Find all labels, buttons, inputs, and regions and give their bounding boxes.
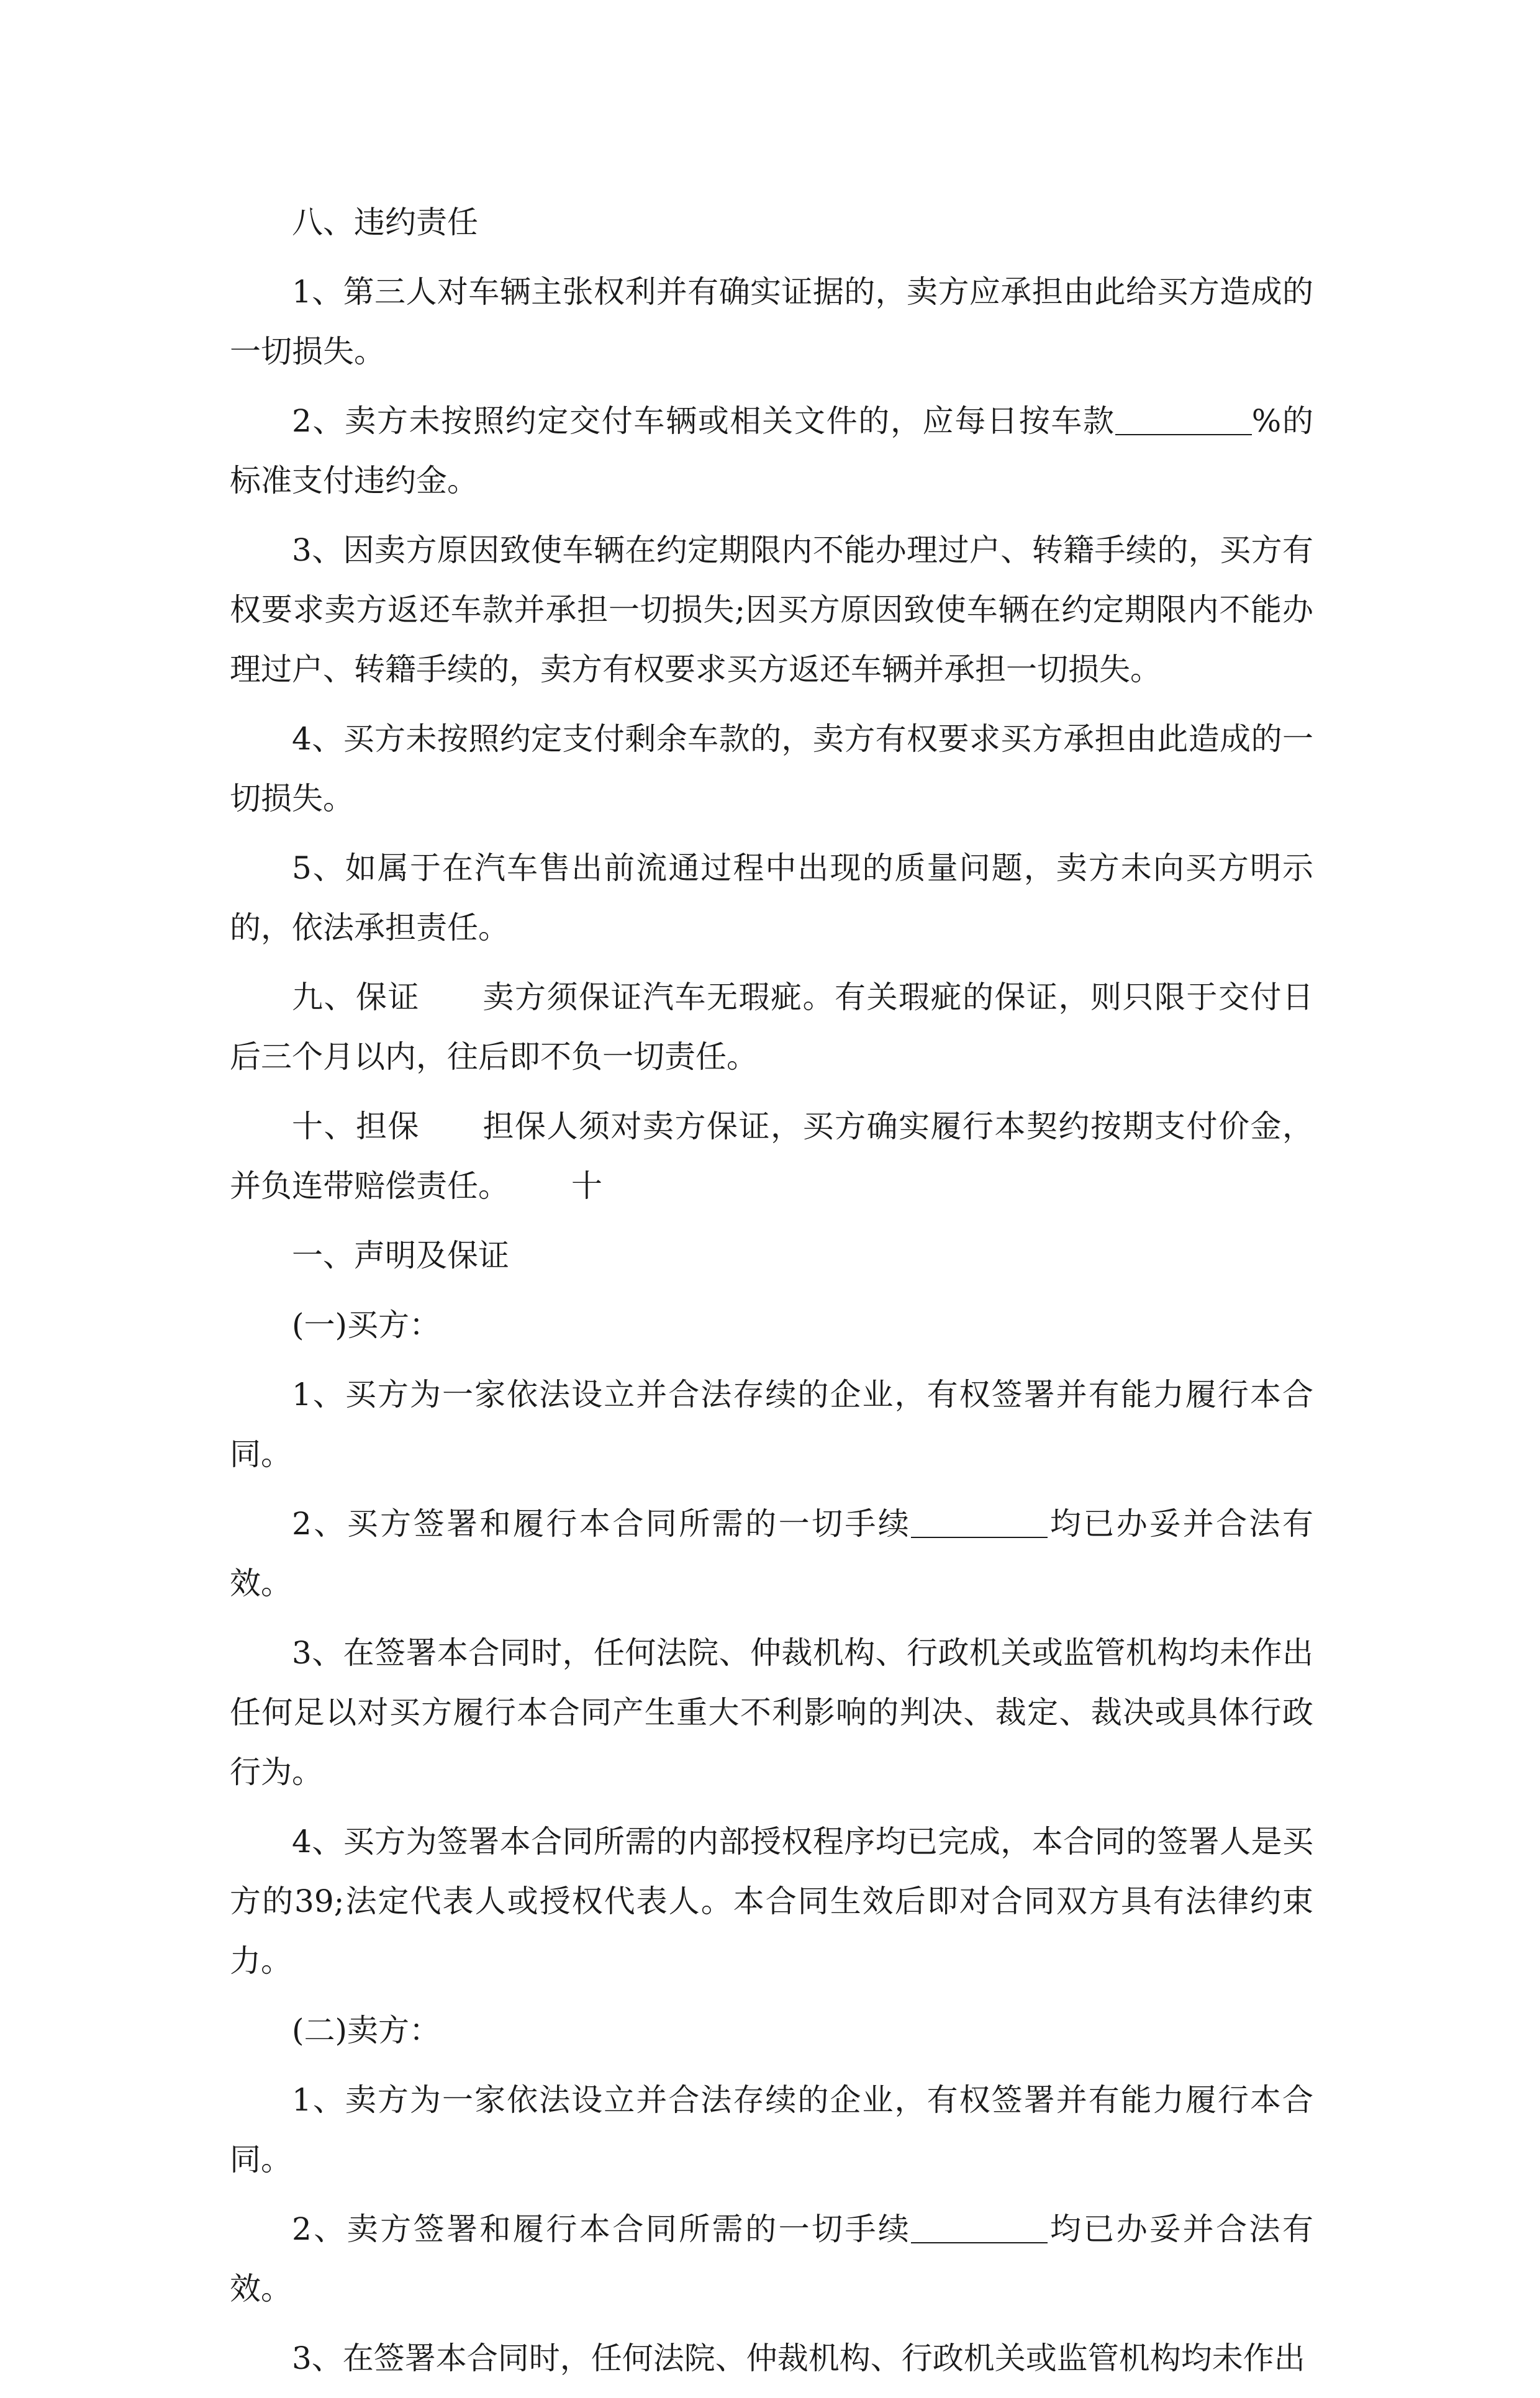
- contract-body: [230, 192, 1313, 2398]
- clause-buyer-4: 4、买方为签署本合同所需的内部授权程序均已完成，本合同的签署人是买方的39;法定代表人或授权代表人。本合同生效后即对合同双方具有法律约束力。: [230, 1824, 1313, 1979]
- clause-buyer-1: 1、买方为一家依法设立并合法存续的企业，有权签署并有能力履行本合同。: [230, 1377, 1313, 1472]
- section-guarantee-body: 卖方须保证汽车无瑕疵。有关瑕疵的保证，则只限于交付日后三个月以内，往后即不负一切责任。: [230, 979, 1313, 1075]
- clause-buyer-3: 3、在签署本合同时，任何法院、仲裁机构、行政机关或监管机构均未作出任何足以对买方履行本合同产生重大不利影响的判决、裁定、裁决或具体行政行为。: [230, 1635, 1313, 1790]
- section-heading-breach: 八、违约责任: [292, 204, 478, 240]
- section-surety-body: 担保人须对卖方保证，买方确实履行本契约按期支付价金，并负连带赔偿责任。: [230, 1108, 1313, 1204]
- subheading-seller: (二)卖方：: [292, 2012, 441, 2048]
- section-surety-heading: 十、担保: [292, 1108, 420, 1144]
- clause-seller-2-before: 2、卖方签署和履行本合同所需的一切手续: [292, 2211, 912, 2247]
- clause-breach-3: 3、因卖方原因致使车辆在约定期限内不能办理过户、转籍手续的，买方有权要求卖方返还车款并承担一切损失;因买方原因致使车辆在约定期限内不能办理过户、转籍手续的，卖方有权要求买方返还车辆并承担一切损失。: [230, 532, 1313, 687]
- clause-breach-2-after: %的标准支付违约金。: [230, 403, 1313, 499]
- clause-breach-2-before: 2、卖方未按照约定交付车辆或相关文件的，应每日按车款: [292, 403, 1115, 439]
- clause-breach-1: 1、第三人对车辆主张权利并有确实证据的，卖方应承担由此给买方造成的一切损失。: [230, 274, 1313, 369]
- fill-blank-percent: [1115, 403, 1252, 435]
- section-heading-representations: 一、声明及保证: [292, 1237, 509, 1274]
- fill-blank-seller-procedures: [911, 2211, 1048, 2243]
- section-surety: [230, 1097, 1313, 1216]
- section-guarantee: [230, 967, 1313, 1087]
- clause-buyer-2-after: 均已办妥并合法有效。: [230, 1506, 1314, 1601]
- clause-seller-2-after: 均已办妥并合法有效。: [230, 2211, 1314, 2307]
- clause-buyer-2: [230, 1494, 1313, 1613]
- clause-buyer-2-before: 2、买方签署和履行本合同所需的一切手续: [292, 1506, 912, 1542]
- clause-breach-4: 4、买方未按照约定支付剩余车款的，卖方有权要求买方承担由此造成的一切损失。: [230, 721, 1313, 817]
- clause-breach-2: [230, 391, 1313, 510]
- clause-seller-2: [230, 2199, 1313, 2319]
- clause-breach-5: 5、如属于在汽车售出前流通过程中出现的质量问题，卖方未向买方明示的，依法承担责任。: [230, 850, 1313, 946]
- subheading-buyer: (一)买方：: [292, 1307, 441, 1343]
- clause-seller-3: 3、在签署本合同时，任何法院、仲裁机构、行政机关或监管机构均未作出: [292, 2340, 1305, 2376]
- section-surety-tail: 十: [571, 1168, 602, 1204]
- clause-seller-1: 1、卖方为一家依法设立并合法存续的企业，有权签署并有能力履行本合同。: [230, 2082, 1313, 2178]
- fill-blank-buyer-procedures: [911, 1506, 1048, 1538]
- section-guarantee-heading: 九、保证: [292, 979, 420, 1015]
